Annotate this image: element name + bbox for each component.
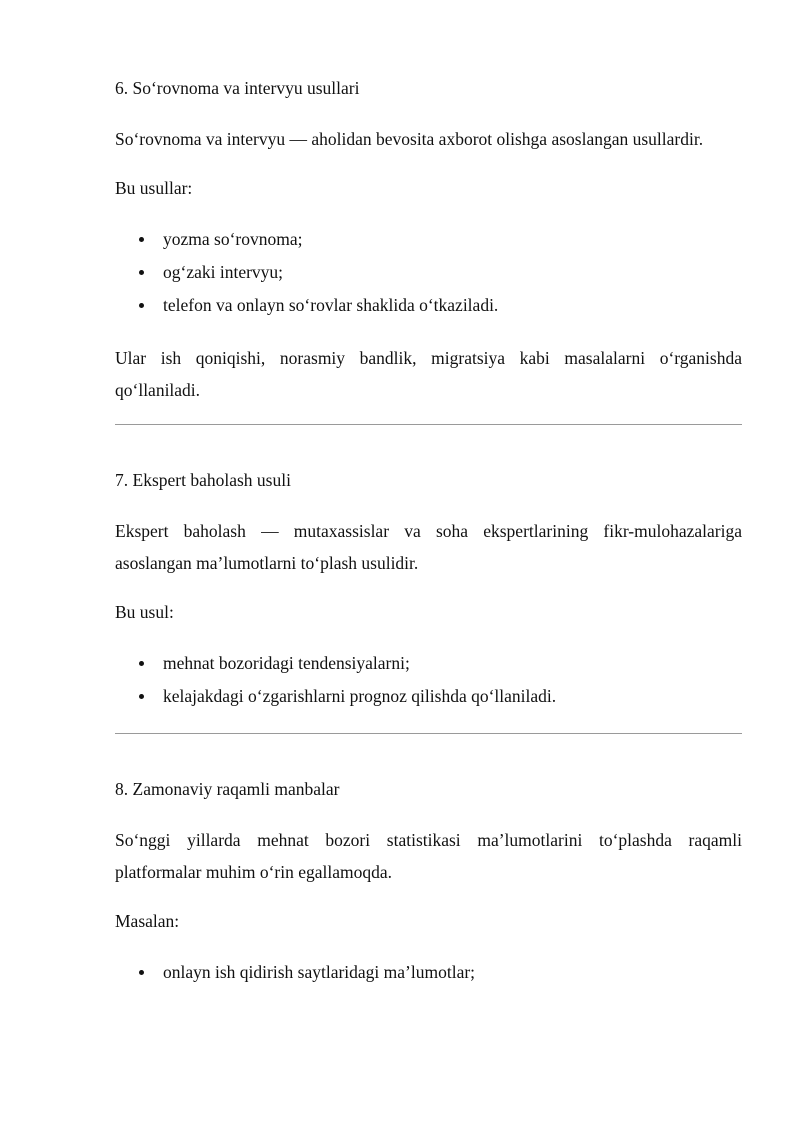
section-7-bullet-list xyxy=(115,647,742,713)
document-content xyxy=(115,73,742,1009)
section-8-intro: So‘nggi yillarda mehnat bozori statistikasi ma’lumotlarini to‘plashda raqamli platformalar muhim o‘rin egallamoqda. xyxy=(115,830,742,882)
bullet-icon xyxy=(139,237,144,242)
section-divider xyxy=(115,733,742,734)
section-7-intro: Ekspert baholash — mutaxassislar va soha ekspertlarining fikr-mulohazalariga asoslangan ma’lumotlarni to‘plash usulidir. xyxy=(115,521,742,573)
bullet-icon xyxy=(139,661,144,666)
section-6-bullet-list xyxy=(115,223,742,322)
section-heading-8: 8. Zamonaviy raqamli manbalar xyxy=(115,779,340,799)
list-item-text: telefon va onlayn so‘rovlar shaklida o‘tkaziladi. xyxy=(163,295,499,315)
section-6-label: Bu usullar: xyxy=(115,178,193,198)
list-item-text: yozma so‘rovnoma; xyxy=(163,229,303,249)
section-heading-6: 6. So‘rovnoma va intervyu usullari xyxy=(115,78,360,98)
section-6-intro: So‘rovnoma va intervyu — aholidan bevosita axborot olishga asoslangan usullardir. xyxy=(115,129,704,149)
section-6-closing: Ular ish qoniqishi, norasmiy bandlik, migratsiya kabi masalalarni o‘rganishda qo‘llaniladi. xyxy=(115,348,742,400)
list-item xyxy=(115,956,742,989)
list-item-text: onlayn ish qidirish saytlaridagi ma’lumotlar; xyxy=(163,962,476,982)
list-item xyxy=(115,289,742,322)
bullet-icon xyxy=(139,694,144,699)
section-8-bullet-list xyxy=(115,956,742,989)
list-item xyxy=(115,256,742,289)
list-item xyxy=(115,680,742,713)
section-8-label: Masalan: xyxy=(115,911,180,931)
bullet-icon xyxy=(139,270,144,275)
list-item xyxy=(115,647,742,680)
list-item-text: mehnat bozoridagi tendensiyalarni; xyxy=(163,653,410,673)
section-heading-7: 7. Ekspert baholash usuli xyxy=(115,470,291,490)
bullet-icon xyxy=(139,970,144,975)
list-item-text: og‘zaki intervyu; xyxy=(163,262,284,282)
list-item xyxy=(115,223,742,256)
section-7-label: Bu usul: xyxy=(115,602,174,622)
bullet-icon xyxy=(139,303,144,308)
section-divider xyxy=(115,424,742,425)
list-item-text: kelajakdagi o‘zgarishlarni prognoz qilishda qo‘llaniladi. xyxy=(163,686,557,706)
